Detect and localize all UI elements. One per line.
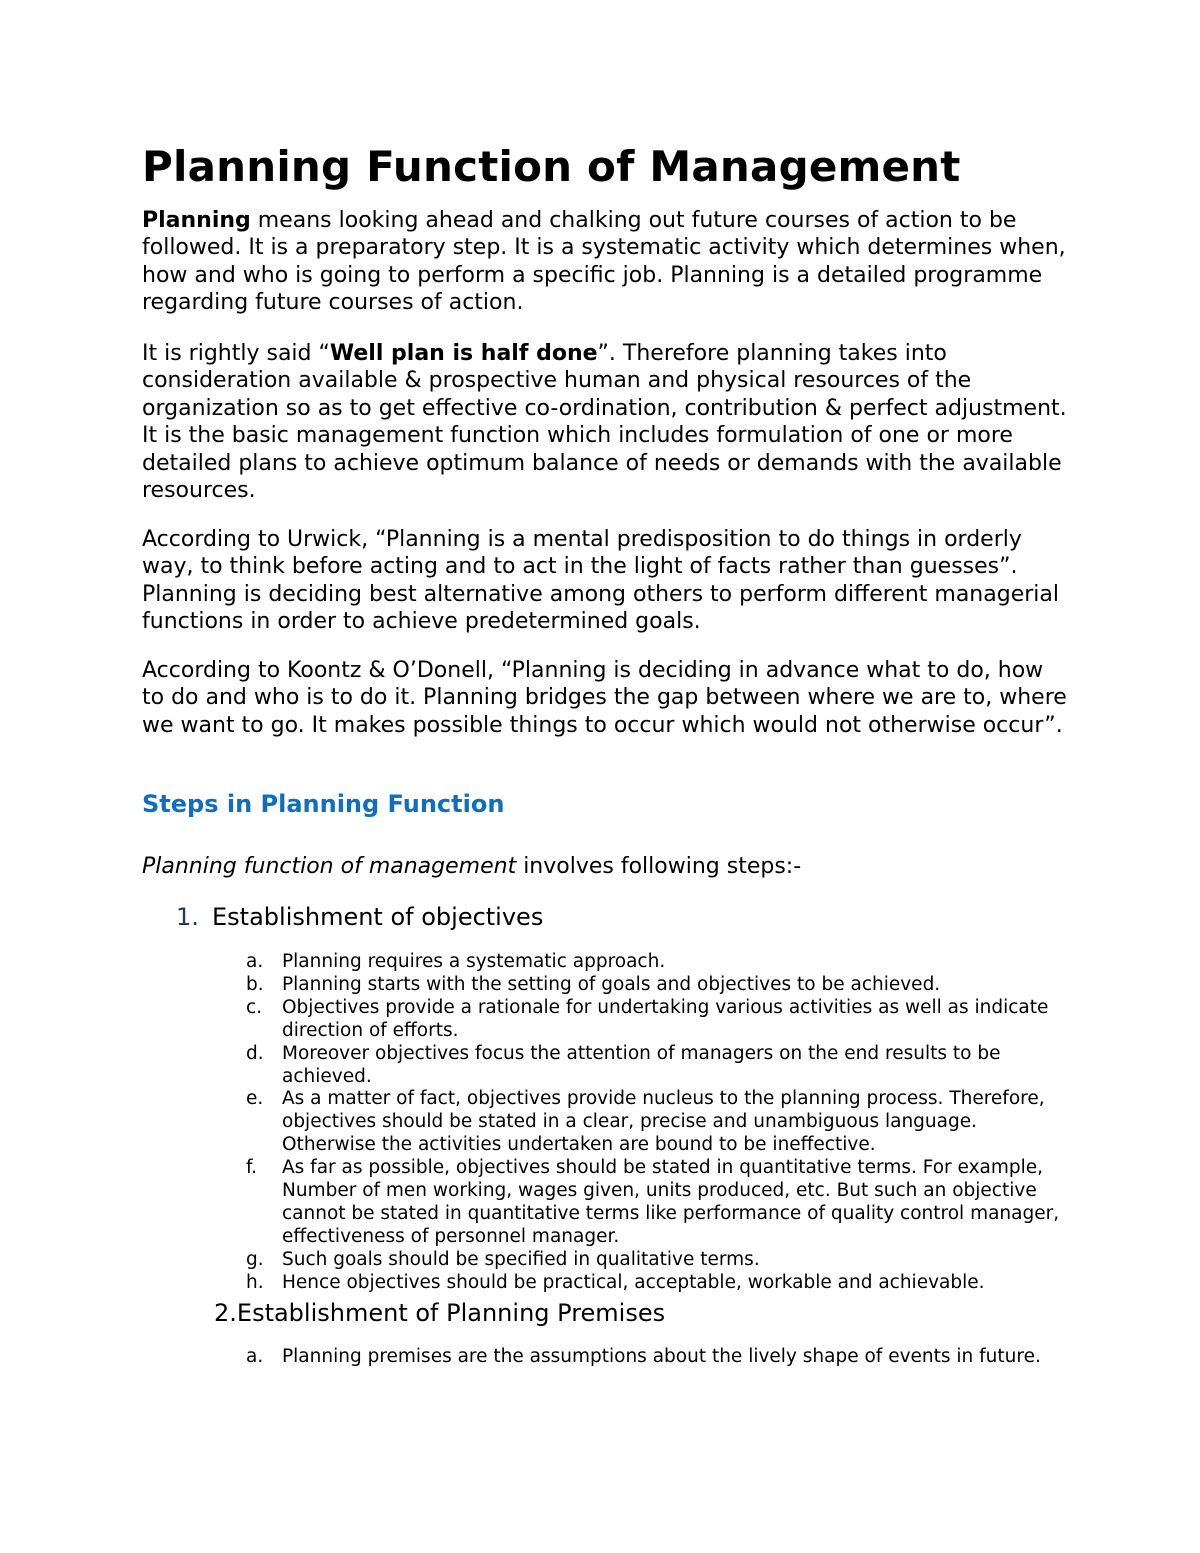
- section-heading: Steps in Planning Function: [142, 790, 505, 818]
- italic-term: Planning function of management: [142, 854, 517, 879]
- steps-intro: [142, 852, 801, 882]
- list-letter: g.: [246, 1248, 264, 1270]
- page-title: Planning Function of Management: [142, 142, 961, 191]
- list-text: Hence objectives should be practical, acceptable, workable and achievable.: [282, 1271, 985, 1293]
- paragraph-well-plan: [142, 340, 1072, 504]
- list-text: Planning premises are the assumptions about the lively shape of events in future.: [282, 1346, 1041, 1367]
- paragraph-text: It is rightly said “: [142, 341, 330, 366]
- list-letter: b.: [246, 973, 264, 995]
- list-item: [246, 974, 1076, 997]
- list-text: As far as possible, objectives should be stated in quantitative terms. For example, Number of men working, wages given, units produced, etc. But such an objective cannot be stated in quantitative terms like performance of quality control manager, effectiveness of personnel manager.: [282, 1157, 1060, 1247]
- paragraph-definition: [142, 207, 1072, 317]
- list-text: Objectives provide a rationale for undertaking various activities as well as indicate direction of efforts.: [282, 996, 1049, 1041]
- objectives-list: [246, 951, 1076, 1295]
- list-letter: d.: [246, 1042, 264, 1064]
- list-letter: h.: [246, 1271, 264, 1293]
- list-item: [246, 1272, 1076, 1295]
- list-item: [246, 997, 1076, 1043]
- list-item: [246, 1157, 1076, 1249]
- list-text: Moreover objectives focus the attention of managers on the end results to be achieved.: [282, 1042, 1001, 1087]
- list-item: [246, 1249, 1076, 1272]
- list-item: [246, 1088, 1076, 1157]
- list-text: Such goals should be specified in qualitative terms.: [282, 1248, 760, 1270]
- list-item: [246, 1346, 1076, 1369]
- list-text: As a matter of fact, objectives provide nucleus to the planning process. Therefore, objectives should be stated in a clear, precise and unambiguous language. Otherwise the activities undertaken are bound to be ineffective.: [282, 1088, 1045, 1156]
- paragraph-urwick: According to Urwick, “Planning is a mental predisposition to do things in orderly way, to think before acting and to act in the light of facts rather than guesses”. Planning is deciding best alternative among others to perform different managerial functions in order to achieve predetermined goals.: [142, 527, 1059, 635]
- list-text: Planning requires a systematic approach.: [282, 951, 666, 972]
- paragraph-koontz: According to Koontz & O’Donell, “Planning is deciding in advance what to do, how to do and who is to do it. Planning bridges the gap between where we are to, where we want to go. It makes possible things to occur which would not otherwise occur”.: [142, 658, 1067, 738]
- premises-list: [246, 1346, 1076, 1369]
- list-letter: f.: [246, 1157, 258, 1179]
- bold-quote: Well plan is half done: [329, 341, 598, 366]
- step-heading-objectives: [176, 900, 543, 934]
- step-heading-premises: 2.Establishment of Planning Premises: [214, 1299, 666, 1327]
- list-item: [246, 1043, 1076, 1089]
- step-label: Establishment of objectives: [212, 903, 544, 931]
- list-letter: a.: [246, 1346, 264, 1367]
- list-item: [246, 951, 1076, 974]
- intro-text: involves following steps:-: [516, 854, 802, 879]
- paragraph-text: means looking ahead and chalking out future courses of action to be followed. It is a preparatory step. It is a systematic activity which determines when, how and who is going to perform a specific job. Planning is a detailed programme regarding future courses of action.: [142, 208, 1066, 316]
- list-letter: c.: [246, 996, 263, 1018]
- step-number: 1.: [176, 903, 199, 931]
- bold-term: Planning: [142, 208, 251, 233]
- list-letter: a.: [246, 951, 264, 972]
- list-letter: e.: [246, 1088, 264, 1110]
- paragraph-text: ”. Therefore planning takes into consideration available & prospective human and physical resources of the organization so as to get effective co-ordination, contribution & perfect adjustment. It is the basic management function which includes formulation of one or more detailed plans to achieve optimum balance of needs or demands with the available resources.: [142, 341, 1067, 504]
- list-text: Planning starts with the setting of goals and objectives to be achieved.: [282, 973, 941, 995]
